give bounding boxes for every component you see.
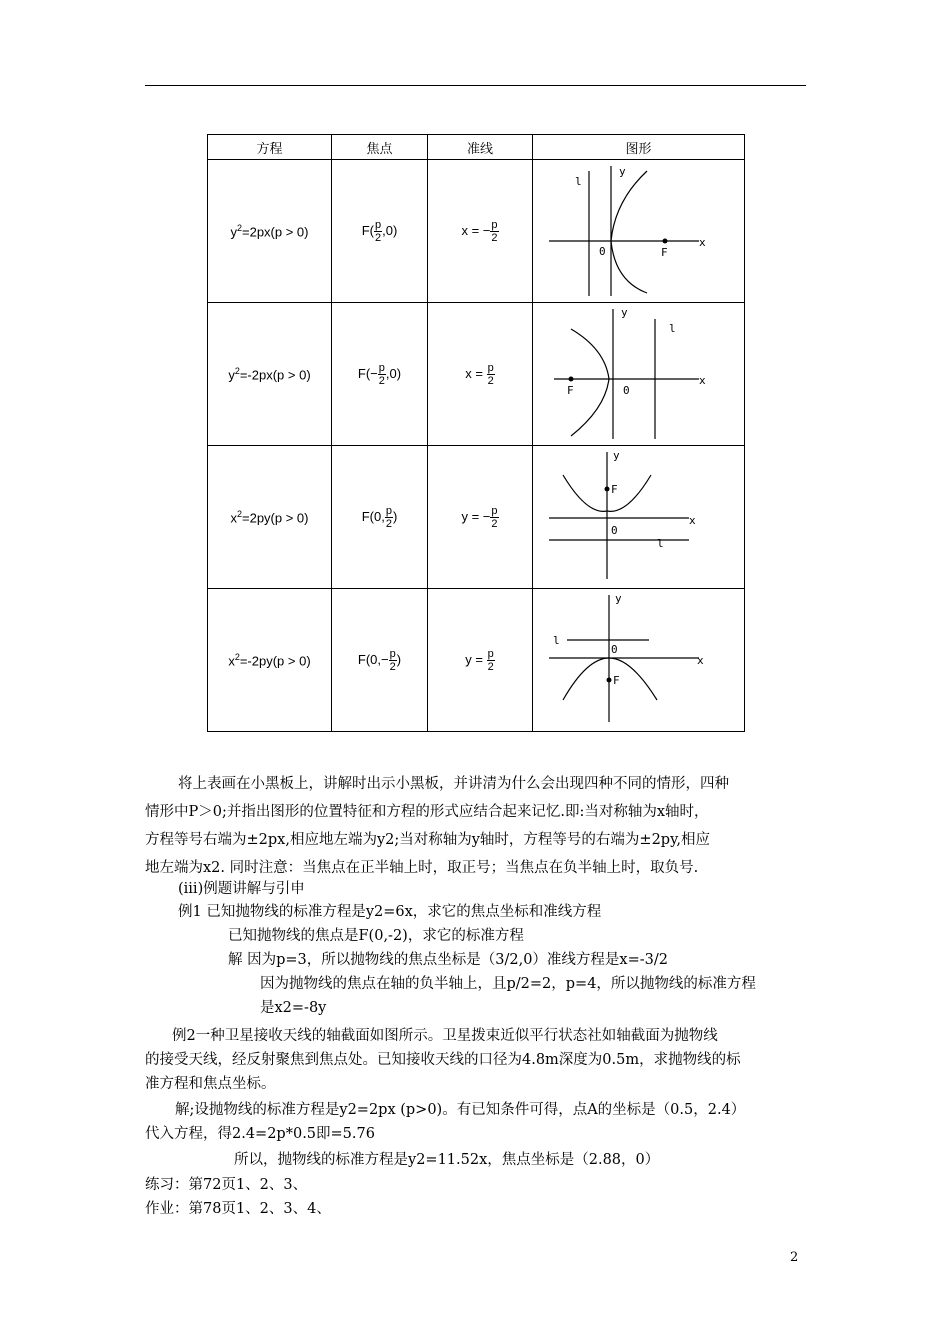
directrix-cell: y = − $\frac{p}{2}$ <box>428 446 533 589</box>
header-focus: 焦点 <box>332 135 428 160</box>
svg-text:0: 0 <box>610 643 618 656</box>
paragraph-line: 例2一种卫星接收天线的轴截面如图所示。卫星拨束近似平行状态社如轴截面为抛物线 <box>172 1028 718 1044</box>
svg-text:l: l <box>668 322 676 335</box>
svg-text:y: y <box>612 449 620 462</box>
svg-text:x: x <box>698 236 706 249</box>
paragraph-line: 的接受天线，经反射聚焦到焦点处。已知接收天线的口径为4.8m深度为0.5m，求抛物线的标 <box>145 1052 741 1068</box>
directrix-cell: x = − $\frac{p}{2}$ <box>428 160 533 303</box>
svg-text:l: l <box>552 634 560 647</box>
header-directrix: 准线 <box>428 135 533 160</box>
homework-line: 作业：第78页1、2、3、4、 <box>145 1201 331 1217</box>
solution-line: 解 因为p=3，所以抛物线的焦点坐标是（3/2,0）准线方程是x=-3/2 <box>228 952 668 968</box>
focus-cell: F(0, $\frac{p}{2}$ ) <box>332 446 428 589</box>
paragraph-line: 将上表画在小黑板上，讲解时出示小黑板，并讲清为什么会出现四种不同的情形，四种 <box>178 776 729 792</box>
equation-cell: $x^2=-2py(p > 0)$ <box>208 589 332 732</box>
equation-cell: $x^2=2py(p > 0)$ <box>208 446 332 589</box>
example-line: 例1 已知抛物线的标准方程是y2=6x，求它的焦点坐标和准线方程 <box>178 904 602 920</box>
focus-cell: F(0,− $\frac{p}{2}$ ) <box>332 589 428 732</box>
paragraph-line: 准方程和焦点坐标。 <box>145 1076 276 1092</box>
svg-text:l: l <box>574 175 582 188</box>
directrix-cell: y = $\frac{p}{2}$ <box>428 589 533 732</box>
directrix-cell: x = $\frac{p}{2}$ <box>428 303 533 446</box>
svg-text:F: F <box>612 674 620 687</box>
solution-line: 解;设抛物线的标准方程是y2=2px (p>0)。有已知条件可得，点A的坐标是（0.5，2.4） <box>175 1102 746 1118</box>
header-graph: 图形 <box>533 135 745 160</box>
equation-cell: $y^2=2px(p > 0)$ <box>208 160 332 303</box>
solution-line: 所以，抛物线的标准方程是y2=11.52x，焦点坐标是（2.88，0） <box>234 1152 660 1168</box>
section-heading: (iii)例题讲解与引申 <box>178 881 305 897</box>
svg-text:x: x <box>698 374 706 387</box>
exercise-line: 练习：第72页1、2、3、 <box>145 1177 308 1193</box>
svg-text:0: 0 <box>622 384 630 397</box>
svg-text:x: x <box>688 514 696 527</box>
equation-cell: $y^2=-2px(p > 0)$ <box>208 303 332 446</box>
paragraph-line: 情形中P＞0;并指出图形的位置特征和方程的形式应结合起来记忆.即:当对称轴为x轴时， <box>145 804 709 820</box>
focus-cell: F(− $\frac{p}{2}$ ,0) <box>332 303 428 446</box>
svg-text:0: 0 <box>610 524 618 537</box>
paragraph-line: 方程等号右端为±2px,相应地左端为y2;当对称轴为y轴时，方程等号的右端为±2py,相应 <box>145 832 710 848</box>
solution-line: 是x2=-8y <box>260 1000 327 1016</box>
svg-text:F: F <box>610 483 618 496</box>
focus-cell: F( $\frac{p}{2}$ ,0) <box>332 160 428 303</box>
svg-text:y: y <box>614 592 622 605</box>
svg-text:F: F <box>566 384 574 397</box>
header-equation: 方程 <box>208 135 332 160</box>
paragraph-line: 地左端为x2. 同时注意：当焦点在正半轴上时，取正号；当焦点在负半轴上时，取负号. <box>145 860 699 876</box>
svg-text:l: l <box>656 537 664 550</box>
page-number: 2 <box>790 1250 799 1265</box>
svg-text:F: F <box>660 246 668 259</box>
svg-text:0: 0 <box>598 245 606 258</box>
solution-line: 因为抛物线的焦点在轴的负半轴上，且p/2=2，p=4，所以抛物线的标准方程 <box>260 976 756 992</box>
svg-text:y: y <box>620 306 628 319</box>
svg-text:x: x <box>696 654 704 667</box>
svg-text:y: y <box>618 165 626 178</box>
solution-line: 代入方程，得2.4=2p*0.5即=5.76 <box>145 1126 375 1142</box>
example-line: 已知抛物线的焦点是F(0,-2)，求它的标准方程 <box>228 928 524 944</box>
